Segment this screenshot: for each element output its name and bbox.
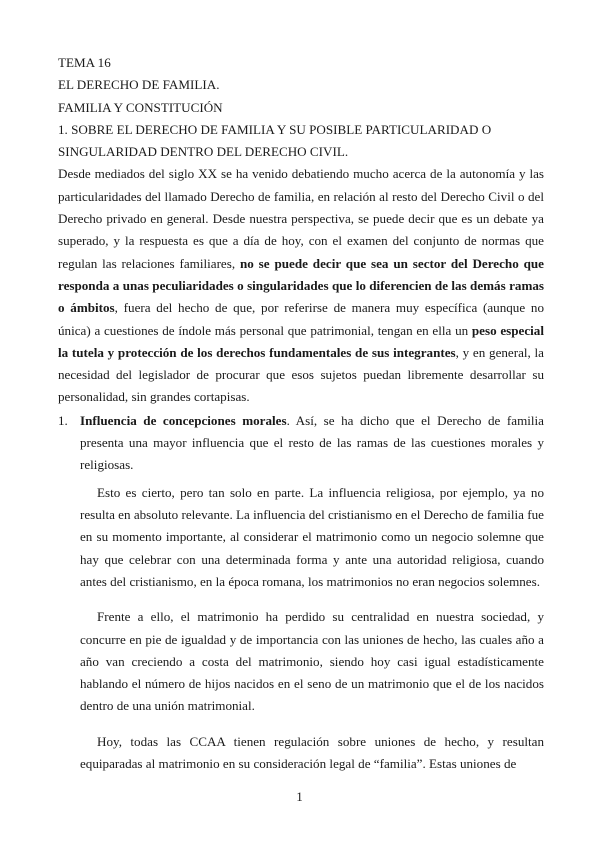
topic-label: TEMA 16 bbox=[58, 55, 111, 70]
list-heading: Influencia de concepciones morales bbox=[80, 412, 287, 428]
body-paragraph-2: Frente a ello, el matrimonio ha perdido su centralidad en nuestra sociedad, y concurre en pie de igualdad y de importancia con las uniones de hecho, las cuales año a año van creciendo a costa del matrimonio, siendo hoy casi igual estadísticamente hablando el número de hijos nacidos en el seno de un matrimonio que el de los nacidos dentro de una unión matrimonial. bbox=[80, 609, 544, 714]
section-heading-line-2: SINGULARIDAD DENTRO DEL DERECHO CIVIL. bbox=[58, 144, 349, 160]
intro-text-3: , y en general, la necesidad del legislador de procurar que esos sujetos puedan libremente desarrollar su personalidad, sin grandes cortapisas. bbox=[58, 344, 544, 405]
document-subtitle: FAMILIA Y CONSTITUCIÓN bbox=[58, 99, 223, 115]
intro-text-2: , fuera del hecho de que, por referirse de manera muy específica (aunque no única) a cuestiones de índole más personal que patrimonial, tengan en ella un bbox=[58, 300, 544, 338]
section-heading-line-1: 1. SOBRE EL DERECHO DE FAMILIA Y SU POSIBLE PARTICULARIDAD O bbox=[58, 121, 492, 137]
list-item bbox=[58, 410, 544, 477]
body-paragraph-1: Esto es cierto, pero tan solo en parte. La influencia religiosa, por ejemplo, ya no resulta en absoluto relevante. La influencia del cristianismo en el Derecho de familia fue en su momento importante, al considerar el matrimonio como un negocio solemne que hay que celebrar con una determinada forma y ante una autoridad religiosa, cuando antes del cristianismo, en la época romana, los matrimonios no eran negocios solemnes. bbox=[80, 484, 544, 589]
list-number: 1. bbox=[58, 412, 68, 428]
list-text: . Así, se ha dicho que el Derecho de familia presenta una mayor influencia que el resto de las ramas de las cuestiones morales y religiosas. bbox=[80, 412, 544, 473]
intro-text-1: Desde mediados del siglo XX se ha venido debatiendo mucho acerca de la autonomía y las particularidades del llamado Derecho de familia, en relación al resto del Derecho Civil o del Derecho privado en general. Desde nuestra perspectiva, se puede decir que es un debate ya superado, y la respuesta es que a día de hoy, con el examen del conjunto de normas que regulan las relaciones familiares, bbox=[58, 166, 544, 271]
intro-paragraph bbox=[58, 163, 544, 408]
intro-bold-1: no se puede decir que sea un sector del Derecho que responda a unas peculiaridades o singularidades que lo diferencien de las demás ramas o ámbitos bbox=[58, 255, 544, 316]
intro-bold-2: peso especial la tutela y protección de los derechos fundamentales de sus integrantes bbox=[58, 322, 544, 360]
body-paragraph-3: Hoy, todas las CCAA tienen regulación sobre uniones de hecho, y resultan equiparadas al matrimonio en su consideración legal de “familia”. Estas uniones de bbox=[80, 733, 544, 772]
document-page bbox=[58, 52, 544, 788]
page-number: 1 bbox=[296, 789, 303, 804]
document-title: EL DERECHO DE FAMILIA. bbox=[58, 77, 220, 93]
